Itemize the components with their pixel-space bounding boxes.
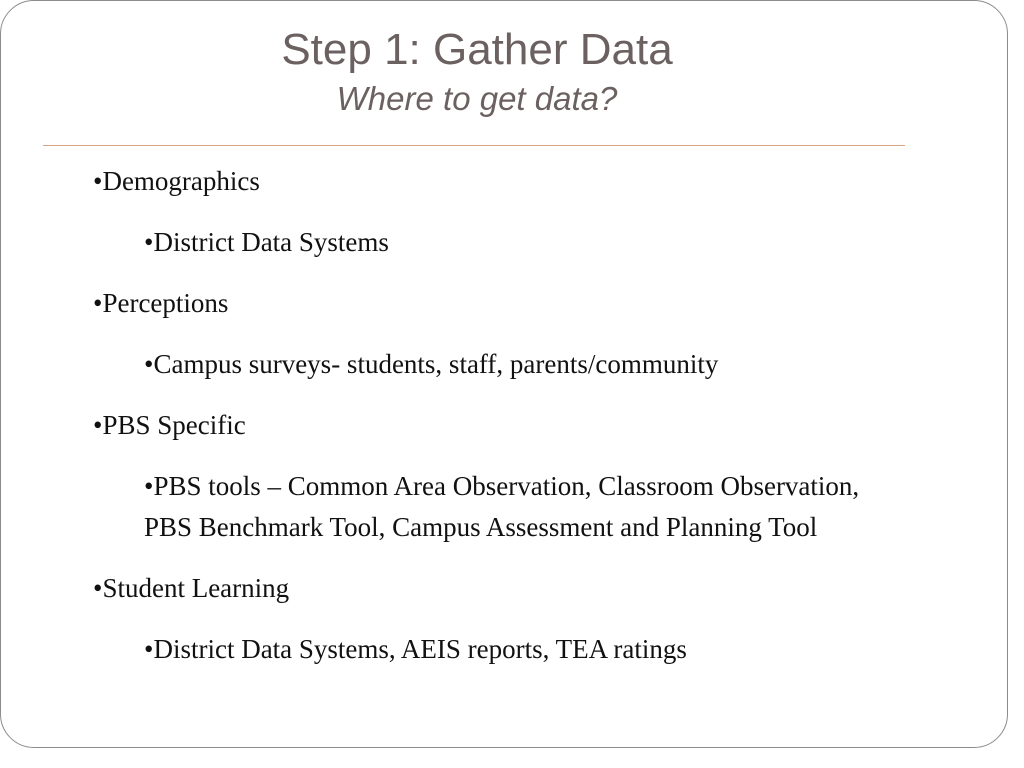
bullet-icon: • — [93, 288, 103, 318]
bullet-icon: • — [93, 166, 103, 196]
item-text: Student Learning — [102, 573, 290, 603]
list-item — [93, 405, 893, 446]
title-block — [1, 23, 953, 119]
item-text: Demographics — [102, 166, 260, 196]
item-text: Campus surveys- students, staff, parents/community — [153, 349, 719, 379]
bullet-icon: • — [144, 349, 154, 379]
slide-subtitle: Where to get data? — [336, 80, 618, 117]
list-item — [144, 344, 893, 385]
bullet-icon: • — [93, 573, 103, 603]
list-item — [144, 466, 893, 548]
list-item — [144, 629, 893, 670]
list-item — [144, 222, 893, 263]
item-text: Perceptions — [102, 288, 229, 318]
slide-title: Step 1: Gather Data — [281, 25, 673, 74]
list-item — [93, 283, 893, 324]
bullet-icon: • — [144, 471, 154, 501]
list-item — [93, 161, 893, 202]
title-divider — [43, 145, 905, 146]
list-item — [93, 568, 893, 609]
bullet-icon: • — [144, 634, 154, 664]
bullet-icon: • — [144, 227, 154, 257]
item-text: District Data Systems — [153, 227, 389, 257]
item-text: District Data Systems, AEIS reports, TEA ratings — [153, 634, 687, 664]
item-text: PBS tools – Common Area Observation, Classroom Observation, PBS Benchmark Tool, Campus Assessment and Planning Tool — [144, 471, 860, 542]
bullet-icon: • — [93, 410, 103, 440]
bullet-list — [93, 161, 893, 690]
item-text: PBS Specific — [102, 410, 246, 440]
